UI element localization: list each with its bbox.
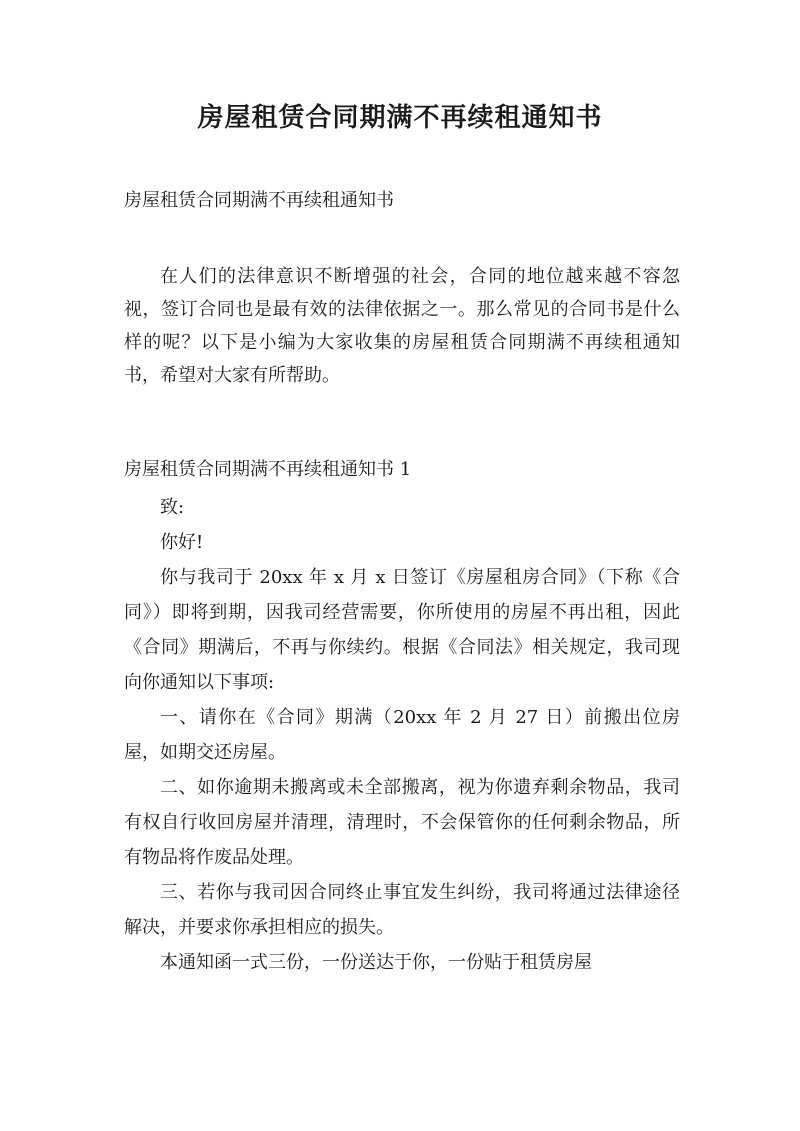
notice-item-2: 二、如你逾期未搬离或未全部搬离，视为你遗弃剩余物品，我司有权自行收回房屋并清理，清理时，不会保管你的任何剩余物品，所有物品将作废品处理。 [124, 777, 680, 868]
letter-closing-paragraph: 本通知函一式三份，一份送达于你，一份贴于租赁房屋 [160, 952, 592, 973]
notice-item-3: 三、若你与我司因合同终止事宜发生纠纷，我司将通过法律途径解决，并要求你承担相应的损失。 [124, 882, 680, 938]
notice-item-1: 一、请你在《合同》期满（20xx 年 2 月 27 日）前搬出位房屋，如期交还房屋。 [124, 707, 680, 763]
intro-paragraph: 在人们的法律意识不断增强的社会，合同的地位越来越不容忽视，签订合同也是最有效的法律依据之一。那么常见的合同书是什么样的呢？以下是小编为大家收集的房屋租赁合同期满不再续租通知书，希望对大家有所帮助。 [124, 266, 680, 386]
document-subtitle: 房屋租赁合同期满不再续租通知书 [124, 190, 394, 211]
document-title: 房屋租赁合同期满不再续租通知书 [197, 103, 603, 133]
salutation-to: 致: [160, 497, 185, 518]
greeting: 你好! [160, 532, 204, 553]
letter-paragraph: 你与我司于 20xx 年 x 月 x 日签订《房屋租房合同》（下称《合同》）即将到期，因我司经营需要，你所使用的房屋不再出租，因此《合同》期满后，不再与你续约。根据《合同法》相关规定，我司现向你通知以下事项: [124, 567, 680, 693]
notice-letter [124, 490, 680, 980]
section-heading: 房屋租赁合同期满不再续租通知书 1 [124, 459, 412, 480]
